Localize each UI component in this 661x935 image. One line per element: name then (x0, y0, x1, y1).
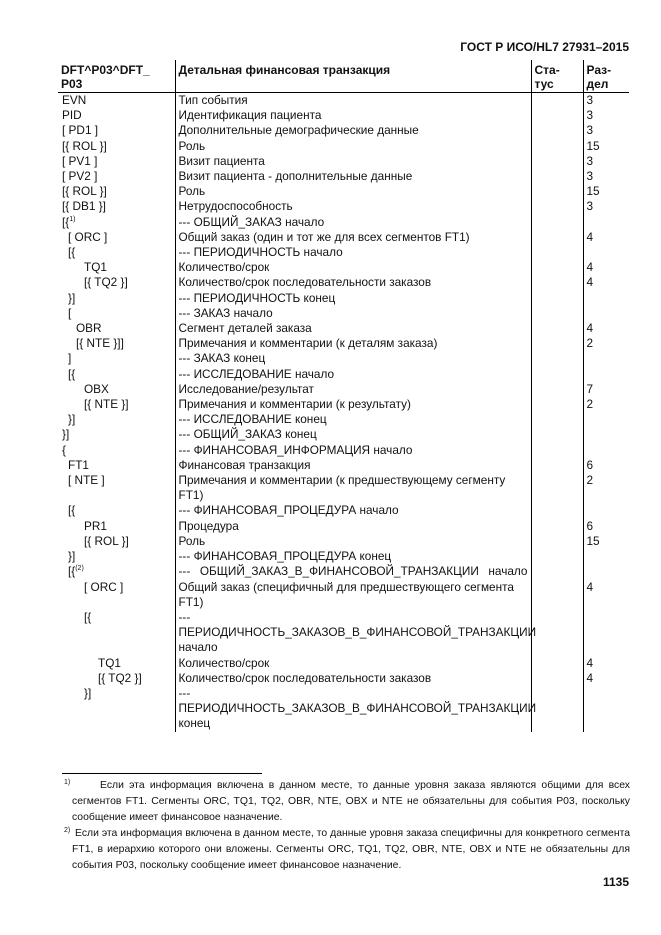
section-cell (583, 686, 629, 732)
segment-code: }] (84, 685, 92, 700)
section-cell: 7 (583, 382, 629, 397)
status-cell (531, 686, 583, 732)
table-row (58, 169, 629, 184)
section-cell (583, 564, 629, 579)
table-row (58, 139, 629, 154)
description-cell: Процедура (175, 519, 531, 534)
segment-cell (58, 123, 175, 138)
table-row (58, 382, 629, 397)
section-cell: 4 (583, 260, 629, 275)
table-row (58, 367, 629, 382)
segment-code: [{ ROL }] (84, 533, 129, 548)
description-cell: Количество/срок (175, 260, 531, 275)
status-cell (531, 564, 583, 579)
segment-cell (58, 93, 175, 109)
segment-code: }] (68, 549, 76, 564)
table-row (58, 549, 629, 564)
table-row (58, 671, 629, 686)
description-cell: Дополнительные демографические данные (175, 123, 531, 138)
status-cell (531, 245, 583, 260)
segment-code: PR1 (84, 518, 107, 533)
segment-code: [ ORC ] (84, 579, 124, 594)
segment-cell (58, 656, 175, 671)
segment-cell (58, 154, 175, 169)
section-cell (583, 427, 629, 442)
section-cell (583, 215, 629, 230)
table-row (58, 154, 629, 169)
segment-code: [ NTE ] (68, 473, 105, 488)
description-cell: Общий заказ (один и тот же для всех сегментов FT1) (175, 230, 531, 245)
section-cell: 3 (583, 108, 629, 123)
document-header: ГОСТ Р ИСО/HL7 27931–2015 (460, 40, 629, 54)
segment-cell (58, 564, 175, 579)
segment-code: [{ NTE }]] (76, 336, 124, 351)
description-cell: --- ИССЛЕДОВАНИЕ начало (175, 367, 531, 382)
segment-code: }] (68, 412, 76, 427)
segment-cell (58, 367, 175, 382)
status-cell (531, 336, 583, 351)
status-cell (531, 671, 583, 686)
status-cell (531, 534, 583, 549)
segment-cell (58, 412, 175, 427)
section-cell (583, 503, 629, 518)
table-row (58, 336, 629, 351)
section-cell: 15 (583, 139, 629, 154)
table-row (58, 321, 629, 336)
status-cell (531, 108, 583, 123)
segment-code: }] (62, 427, 70, 442)
segment-cell (58, 199, 175, 214)
status-cell (531, 503, 583, 518)
description-cell: --- ЗАКАЗ начало (175, 306, 531, 321)
section-cell: 4 (583, 230, 629, 245)
segment-cell (58, 534, 175, 549)
footnote-1 (64, 778, 630, 826)
status-cell (531, 412, 583, 427)
table-row (58, 427, 629, 442)
table-row (58, 412, 629, 427)
section-cell: 3 (583, 123, 629, 138)
table-row (58, 686, 629, 732)
status-cell (531, 473, 583, 503)
footnote-reference: (2) (75, 565, 84, 573)
segment-cell (58, 610, 175, 656)
description-cell: Роль (175, 534, 531, 549)
segment-cell (58, 580, 175, 610)
status-cell (531, 215, 583, 230)
description-cell: Исследование/результат (175, 382, 531, 397)
status-cell (531, 123, 583, 138)
table-row (58, 215, 629, 230)
table-row (58, 108, 629, 123)
footnote-2-mark: 2) (64, 827, 71, 834)
status-cell (531, 154, 583, 169)
table-row (58, 443, 629, 458)
table-row (58, 580, 629, 610)
segment-cell (58, 397, 175, 412)
segment-code: [ PV2 ] (62, 169, 98, 184)
description-cell: --- ИССЛЕДОВАНИЕ конец (175, 412, 531, 427)
page-number: 1135 (602, 875, 629, 889)
description-cell: Общий заказ (специфичный для предшествующего сегмента FT1) (175, 580, 531, 610)
description-cell: --- ОБЩИЙ_ЗАКАЗ конец (175, 427, 531, 442)
table-row (58, 351, 629, 366)
table-body (58, 93, 629, 732)
description-cell: --- ФИНАНСОВАЯ_ПРОЦЕДУРА начало (175, 503, 531, 518)
description-cell: Примечания и комментарии (к результату) (175, 397, 531, 412)
segment-code: EVN (62, 93, 87, 107)
section-cell: 4 (583, 656, 629, 671)
segment-code: [ (68, 305, 72, 320)
description-cell: --- ФИНАНСОВАЯ_ИНФОРМАЦИЯ начало (175, 443, 531, 458)
table-row (58, 564, 629, 579)
segment-code: [ PV1 ] (62, 153, 98, 168)
description-cell: --- ОБЩИЙ_ЗАКАЗ_В_ФИНАНСОВОЙ_ТРАНЗАКЦИИ начало (175, 564, 531, 579)
segment-code: [{ TQ2 }] (84, 275, 128, 290)
segment-cell (58, 184, 175, 199)
segment-cell (58, 458, 175, 473)
section-cell (583, 367, 629, 382)
segment-cell (58, 503, 175, 518)
description-cell: --- ПЕРИОДИЧНОСТЬ_ЗАКАЗОВ_В_ФИНАНСОВОЙ_ТРАНЗАКЦИИ начало (175, 610, 531, 656)
table-row (58, 245, 629, 260)
description-cell: Сегмент деталей заказа (175, 321, 531, 336)
segment-cell (58, 139, 175, 154)
section-cell: 6 (583, 519, 629, 534)
section-cell: 4 (583, 671, 629, 686)
segment-code: OBX (84, 381, 109, 396)
footnote-reference: 1) (69, 215, 76, 223)
segment-cell (58, 260, 175, 275)
footnote-2 (64, 826, 630, 874)
description-cell: --- ФИНАНСОВАЯ_ПРОЦЕДУРА конец (175, 549, 531, 564)
segment-cell (58, 549, 175, 564)
section-cell (583, 291, 629, 306)
section-cell (583, 351, 629, 366)
segment-code: [ ORC ] (68, 229, 108, 244)
description-cell: Финансовая транзакция (175, 458, 531, 473)
section-cell: 3 (583, 154, 629, 169)
footnote-separator (62, 773, 262, 774)
status-cell (531, 260, 583, 275)
table-row (58, 397, 629, 412)
segment-code: [{ (68, 366, 76, 381)
segment-cell (58, 321, 175, 336)
section-cell: 3 (583, 199, 629, 214)
table-row (58, 230, 629, 245)
description-cell: Роль (175, 139, 531, 154)
section-cell: 4 (583, 275, 629, 290)
segment-code: [{ (84, 609, 92, 624)
segment-cell (58, 215, 175, 230)
segment-cell (58, 169, 175, 184)
section-cell: 2 (583, 336, 629, 351)
footnotes (64, 778, 630, 874)
description-cell: Примечания и комментарии (к предшествующему сегменту FT1) (175, 473, 531, 503)
description-cell: --- ПЕРИОДИЧНОСТЬ начало (175, 245, 531, 260)
status-cell (531, 382, 583, 397)
segment-cell (58, 291, 175, 306)
section-cell (583, 245, 629, 260)
segment-cell (58, 382, 175, 397)
section-cell: 3 (583, 93, 629, 109)
status-cell (531, 519, 583, 534)
segment-code: [{ (68, 564, 76, 579)
segment-code: ] (68, 351, 72, 366)
section-cell (583, 549, 629, 564)
table-row (58, 656, 629, 671)
table-row (58, 519, 629, 534)
description-cell: --- ОБЩИЙ_ЗАКАЗ начало (175, 215, 531, 230)
description-cell: Количество/срок последовательности заказов (175, 275, 531, 290)
segment-cell (58, 519, 175, 534)
status-cell (531, 230, 583, 245)
segment-code: [{ NTE }] (84, 397, 129, 412)
status-cell (531, 184, 583, 199)
description-cell: Количество/срок последовательности заказов (175, 671, 531, 686)
footnote-2-text: Если эта информация включена в данном месте, то данные уровня заказа специфичны для конкретного сегмента FT1, в иерархию которого они вложены. Сегменты ORC, TQ1, TQ2, OBR, NTE, OBX и NTE не обязательны для события P03, поскольку сообщение имеет финансовое назначение. (72, 828, 630, 871)
section-cell: 3 (583, 169, 629, 184)
footnote-1-mark: 1) (64, 779, 71, 786)
status-cell (531, 306, 583, 321)
table-row (58, 534, 629, 549)
description-cell: Идентификация пациента (175, 108, 531, 123)
status-cell (531, 93, 583, 109)
table-row (58, 93, 629, 109)
segment-table (58, 60, 629, 732)
table-row (58, 473, 629, 503)
table-header-row (58, 60, 629, 93)
status-cell (531, 458, 583, 473)
segment-cell (58, 443, 175, 458)
segment-cell (58, 230, 175, 245)
table-row (58, 458, 629, 473)
section-cell: 15 (583, 184, 629, 199)
section-cell (583, 610, 629, 656)
section-cell: 2 (583, 473, 629, 503)
column-header-segment: DFT^P03^DFT_ P03 (58, 60, 175, 93)
description-cell: Визит пациента (175, 154, 531, 169)
status-cell (531, 367, 583, 382)
column-header-description: Детальная финансовая транзакция (175, 60, 531, 93)
segment-cell (58, 671, 175, 686)
segment-code: OBR (76, 321, 102, 336)
description-cell: Роль (175, 184, 531, 199)
segment-code: [{ TQ2 }] (98, 670, 142, 685)
segment-cell (58, 275, 175, 290)
column-header-status: Ста- тус (531, 60, 583, 93)
table-row (58, 291, 629, 306)
status-cell (531, 580, 583, 610)
segment-cell (58, 427, 175, 442)
segment-cell (58, 473, 175, 503)
segment-cell (58, 108, 175, 123)
segment-code: [ PD1 ] (62, 123, 99, 138)
table-row (58, 306, 629, 321)
section-cell: 4 (583, 321, 629, 336)
segment-cell (58, 686, 175, 732)
segment-code: [{ (68, 503, 76, 518)
segment-code: { (62, 442, 66, 457)
section-cell: 2 (583, 397, 629, 412)
status-cell (531, 275, 583, 290)
segment-cell (58, 245, 175, 260)
table-row (58, 123, 629, 138)
description-cell: --- ПЕРИОДИЧНОСТЬ конец (175, 291, 531, 306)
description-cell: Тип события (175, 93, 531, 109)
table-row (58, 184, 629, 199)
description-cell: --- ЗАКАЗ конец (175, 351, 531, 366)
segment-code: [{ ROL }] (62, 138, 107, 153)
segment-code: FT1 (68, 457, 89, 472)
segment-code: }] (68, 290, 76, 305)
status-cell (531, 199, 583, 214)
segment-code: PID (62, 108, 82, 123)
segment-code: TQ1 (98, 655, 121, 670)
description-cell: Визит пациента - дополнительные данные (175, 169, 531, 184)
segment-code: TQ1 (84, 260, 107, 275)
table-row (58, 503, 629, 518)
status-cell (531, 351, 583, 366)
footnote-1-text: Если эта информация включена в данном месте, то данные уровня заказа являются общими для всех сегментов FT1. Сегменты ORC, TQ1, TQ2, OBR, NTE, OBX и NTE не обязательны для события P03, поскольку сообщение имеет финансовое назначение. (72, 780, 630, 823)
status-cell (531, 610, 583, 656)
status-cell (531, 427, 583, 442)
section-cell (583, 412, 629, 427)
description-cell: --- ПЕРИОДИЧНОСТЬ_ЗАКАЗОВ_В_ФИНАНСОВОЙ_ТРАНЗАКЦИИ конец (175, 686, 531, 732)
status-cell (531, 169, 583, 184)
section-cell: 4 (583, 580, 629, 610)
description-cell: Примечания и комментарии (к деталям заказа) (175, 336, 531, 351)
segment-cell (58, 336, 175, 351)
segment-cell (58, 351, 175, 366)
section-cell (583, 306, 629, 321)
description-cell: Нетрудоспособность (175, 199, 531, 214)
table-row (58, 199, 629, 214)
status-cell (531, 656, 583, 671)
column-header-section: Раз- дел (583, 60, 629, 93)
segment-code: [{ DB1 }] (62, 199, 106, 214)
section-cell: 6 (583, 458, 629, 473)
status-cell (531, 549, 583, 564)
segment-code: [{ (62, 214, 70, 229)
table-row (58, 275, 629, 290)
status-cell (531, 291, 583, 306)
section-cell: 15 (583, 534, 629, 549)
segment-code: [{ ROL }] (62, 184, 107, 199)
status-cell (531, 321, 583, 336)
status-cell (531, 397, 583, 412)
status-cell (531, 139, 583, 154)
description-cell: Количество/срок (175, 656, 531, 671)
status-cell (531, 443, 583, 458)
segment-cell (58, 306, 175, 321)
section-cell (583, 443, 629, 458)
segment-code: [{ (68, 245, 76, 260)
table-row (58, 260, 629, 275)
table-row (58, 610, 629, 656)
